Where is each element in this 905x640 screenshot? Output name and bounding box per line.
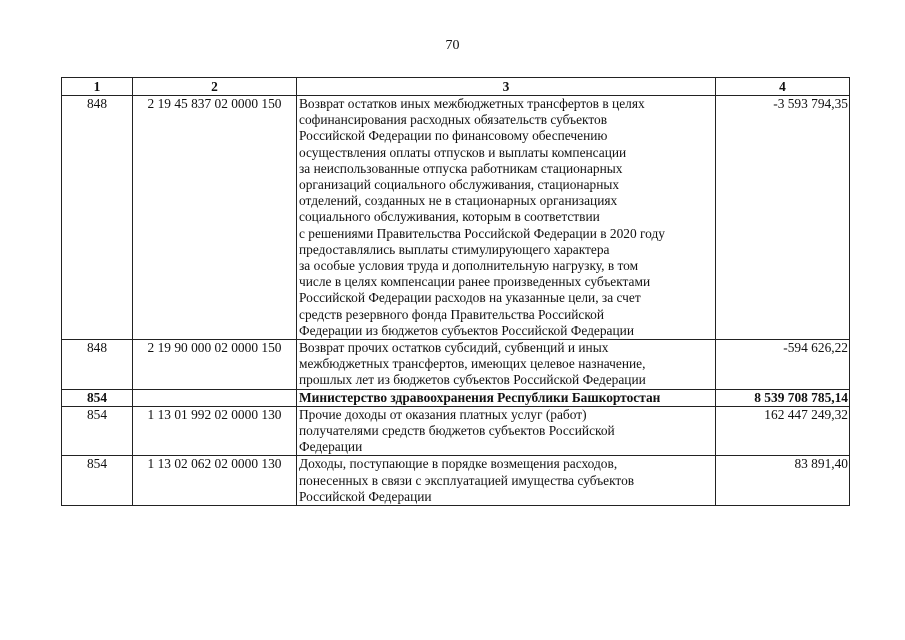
revenue-name-line: за особые условия труда и дополнительную нагрузку, в том xyxy=(299,258,639,274)
admin-code-cell: 854 xyxy=(62,456,133,506)
revenue-name-line: Министерство здравоохранения Республики Башкортостан xyxy=(299,389,661,405)
admin-code-cell: 848 xyxy=(62,96,133,340)
revenue-name-line: межбюджетных трансфертов, имеющих целевое назначение, xyxy=(299,356,646,372)
budget-classification-code-cell: 2 19 45 837 02 0000 150 xyxy=(133,96,297,340)
revenue-name-line: средств резервного фонда Правительства Российской xyxy=(299,306,605,322)
revenue-name-line: за неиспользованные отпуска работникам стационарных xyxy=(299,160,623,176)
revenue-name-line: организаций социального обслуживания, стационарных xyxy=(299,177,620,193)
revenue-name-line: Доходы, поступающие в порядке возмещения расходов, xyxy=(299,456,618,472)
table-row xyxy=(62,389,850,406)
revenue-name-line: Российской Федерации расходов на указанные цели, за счет xyxy=(299,290,641,306)
revenue-name-line: числе в целях компенсации ранее произведенных субъектами xyxy=(299,274,651,290)
revenue-name-line: Федерации xyxy=(299,439,363,455)
revenue-name-line: Российской Федерации по финансовому обеспечению xyxy=(299,128,608,144)
revenue-name-line: Федерации из бюджетов субъектов Российской Федерации xyxy=(299,322,634,338)
revenue-name-cell xyxy=(297,456,716,506)
revenue-name-line: с решениями Правительства Российской Федерации в 2020 году xyxy=(299,225,665,241)
admin-code-cell: 848 xyxy=(62,340,133,390)
budget-classification-code-cell: 2 19 90 000 02 0000 150 xyxy=(133,340,297,390)
revenue-name-cell xyxy=(297,96,716,340)
budget-classification-code-cell: 1 13 01 992 02 0000 130 xyxy=(133,406,297,456)
revenue-name-cell xyxy=(297,389,716,406)
page-number: 70 xyxy=(445,38,460,53)
revenue-name-cell xyxy=(297,406,716,456)
column-header-4: 4 xyxy=(716,78,850,96)
column-header-2: 2 xyxy=(133,78,297,96)
amount-cell: -594 626,22 xyxy=(716,340,850,390)
revenue-name-line: софинансирования расходных обязательств субъектов xyxy=(299,112,608,128)
table-row xyxy=(62,456,850,506)
table-header-row xyxy=(62,78,850,96)
column-header-1: 1 xyxy=(62,78,133,96)
admin-code-cell: 854 xyxy=(62,389,133,406)
revenue-name-line: социального обслуживания, которым в соответствии xyxy=(299,209,600,225)
amount-cell: -3 593 794,35 xyxy=(716,96,850,340)
revenue-name-line: осуществления оплаты отпусков и выплаты компенсации xyxy=(299,144,627,160)
revenue-name-line: Прочие доходы от оказания платных услуг (работ) xyxy=(299,406,587,422)
revenue-name-line: прошлых лет из бюджетов субъектов Российской Федерации xyxy=(299,372,646,388)
budget-classification-code-cell: 1 13 02 062 02 0000 130 xyxy=(133,456,297,506)
revenue-name-line: получателями средств бюджетов субъектов Российской xyxy=(299,423,615,439)
revenue-name-cell xyxy=(297,340,716,390)
revenue-name-line: предоставлялись выплаты стимулирующего характера xyxy=(299,241,610,257)
revenue-name-line: понесенных в связи с эксплуатацией имущества субъектов xyxy=(299,472,635,488)
revenue-name-line: Возврат остатков иных межбюджетных трансфертов в целях xyxy=(299,96,645,111)
amount-cell: 83 891,40 xyxy=(716,456,850,506)
table-row xyxy=(62,96,850,340)
revenue-name-line: Российской Федерации xyxy=(299,488,432,504)
table-row xyxy=(62,340,850,390)
revenue-table xyxy=(61,77,850,506)
column-header-3: 3 xyxy=(297,78,716,96)
revenue-name-line: отделений, созданных не в стационарных организациях xyxy=(299,193,618,209)
amount-cell: 162 447 249,32 xyxy=(716,406,850,456)
table-body xyxy=(62,96,850,506)
amount-cell: 8 539 708 785,14 xyxy=(716,389,850,406)
budget-classification-code-cell xyxy=(133,389,297,406)
table-row xyxy=(62,406,850,456)
revenue-name-line: Возврат прочих остатков субсидий, субвенций и иных xyxy=(299,340,609,356)
admin-code-cell: 854 xyxy=(62,406,133,456)
